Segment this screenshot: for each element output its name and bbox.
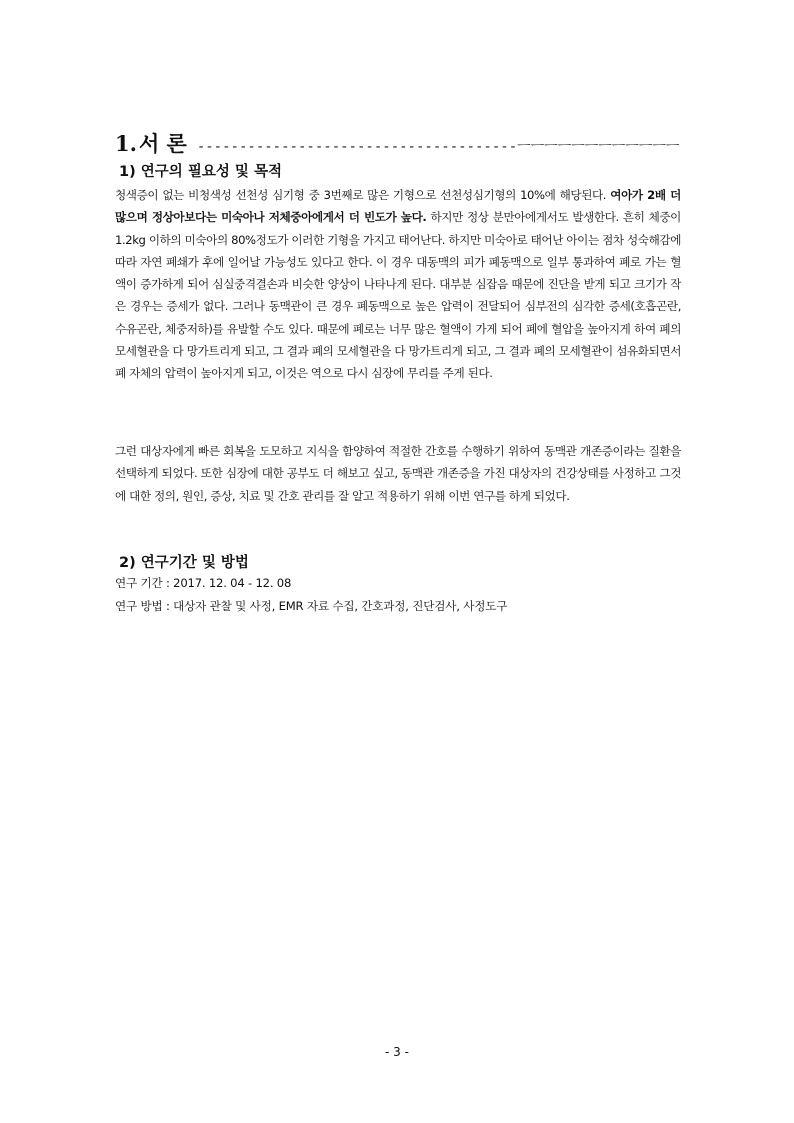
paragraph-text: 청색증이 없는 비청색성 선천성 심기형 중 3번째로 많은 기형으로 선천성심기형의 10%에 해당된다. bbox=[115, 188, 611, 202]
section-heading bbox=[115, 128, 685, 156]
paragraph-reason: 그런 대상자에게 빠른 회복을 도모하고 지식을 함양하여 적절한 간호를 수행하기 위하여 동맥관 개존증이라는 질환을 선택하게 되었다. 또한 심장에 대한 공부도 더 해보고 싶고, 동맥관 개존증을 가진 대상자의 건강상태를 사정하고 그것에 대한 정의, 원인, 증상, 치료 및 간호 관리를 잘 알고 적용하기 위해 이번 연구를 하게 되었다. bbox=[115, 444, 681, 503]
research-period: 연구 기간 : 2017. 12. 04 - 12. 08 bbox=[115, 576, 292, 590]
page-number: - 3 - bbox=[385, 1045, 409, 1059]
section-number: 1. bbox=[115, 131, 137, 156]
section-title: 서 론 bbox=[138, 131, 187, 156]
section-rule: --------------------------------------ㅡㅡㅡㅡㅡㅡㅡㅡㅡㅡㅡㅡ bbox=[196, 139, 680, 155]
paragraph-purpose bbox=[115, 184, 681, 385]
subsection-heading-1: 1) 연구의 필요성 및 목적 bbox=[119, 164, 282, 180]
subsection-heading-2: 2) 연구기간 및 방법 bbox=[119, 555, 249, 571]
research-method: 연구 방법 : 대상자 관찰 및 사정, EMR 자료 수집, 간호과정, 진단검사, 사정도구 bbox=[115, 599, 508, 613]
paragraph-text: 하지만 정상 분만아에게서도 발생한다. 흔히 체중이 1.2kg 이하의 미숙아의 80%정도가 이러한 기형을 가지고 태어난다. 하지만 미숙아로 태어난 아이는 점차 성숙해감에 따라 자연 폐쇄가 후에 일어날 가능성도 있다고 한다. 이 경우 대동맥의 피가 폐동맥으로 일부 통과하여 폐로 가는 혈액이 증가하게 되어 심실중격결손과 비슷한 양상이 나타나게 된다. 대부분 심잡음 때문에 진단을 받게 되고 크기가 작은 경우는 증세가 없다. 그러나 동맥관이 큰 경우 폐동맥으로 높은 압력이 전달되어 심부전의 심각한 증세(호흡곤란, 수유곤란, 체중저하)를 유발할 수도 있다. 때문에 폐로는 너무 많은 혈액이 가게 되어 폐에 혈압을 높아지게 하여 폐의 모세혈관을 다 망가트리게 되고, 그 결과 폐의 모세혈관을 다 망가트리게 되고, 그 결과 폐의 모세혈관이 섬유화되면서 폐 자체의 압력이 높아지게 되고, 이것은 역으로 다시 심장에 무리를 주게 된다. bbox=[115, 210, 681, 381]
paragraph-bold-text: 여아가 2배 더 많으며 정상아보다는 미숙아나 저체중아에게서 더 빈도가 높다. bbox=[115, 188, 681, 225]
